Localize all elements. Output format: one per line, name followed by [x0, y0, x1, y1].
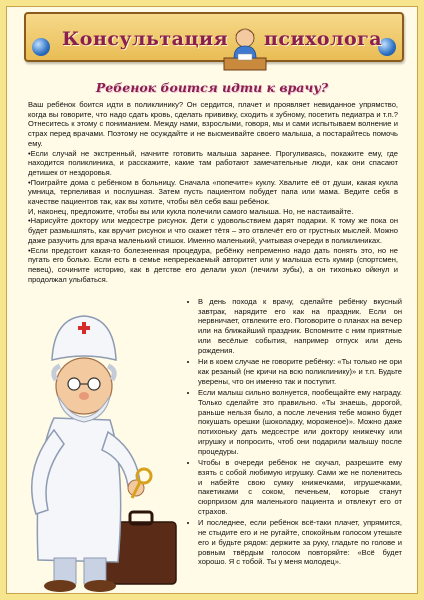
- list-item: • Ни в коем случае не говорите ребёнку: «Ты только не ори как резаный (не кричи на всю поликлинику)» и т.п. Будьте уверены, что он именно так и поступит.: [198, 357, 402, 386]
- doctor-illustration: [14, 300, 192, 594]
- list-item: • В день похода к врачу, сделайте ребёнку вкусный завтрак, нарядите его как на праздник. Если он нервничает, отвлеките его. Поговорите о планах на вечер или на ближайший праздник. Вспомните с ним приятные или весёлые события, например отпуск или день рождения.: [198, 297, 402, 355]
- page-subtitle: Ребенок боится идти к врачу?: [95, 80, 329, 95]
- intro-text: [28, 100, 398, 284]
- intro-paragraph: И, наконец, предложите, чтобы вы или кукла полечили самого малыша. Но, не настаивайте.: [28, 206, 354, 216]
- banner-title-word1: Консультация: [62, 28, 229, 50]
- psychologist-illustration: [222, 24, 268, 72]
- pin-icon: [32, 38, 50, 56]
- intro-paragraph: •Поиграйте дома с ребёнком в больницу. Сначала «попечите» куклу. Хвалите её от души, какая кукла умница, терпеливая и послушная. Затем пусть пациентом побудет папа или мама. Ведите себя в качестве пациентов так, как вы хотите, чтобы вёл себя ваш ребёнок.: [28, 177, 398, 207]
- list-item: • И последнее, если ребёнок всё-таки плачет, упрямится, не стыдите его и не ругайте, спокойным голосом утешьте его и будьте рядом: держите за руку, гладьте по голове и ровным твёрдым голосом повторяйте: «Всё будет хорошо. Я с тобой. Ты у меня молодец».: [198, 518, 402, 567]
- title-banner: [24, 12, 404, 62]
- list-item: • Чтобы в очереди ребёнок не скучал, разрешите ему взять с собой любимую игрушку. Сами же не поленитесь и набейте свою сумку книжечками, игрушечками, пакетиками с соком, печеньем, которые станут сюрпризом для маленького пациента и отвлекут его от страхов.: [198, 458, 402, 516]
- intro-paragraph: •Если случай не экстренный, начните готовить малыша заранее. Прогуливаясь, покажите ему, где находится поликлиника, и расскажите, какие там работают замечательные люди, как они спасают детишек от нездоровья.: [28, 148, 398, 177]
- tips-list: [188, 297, 402, 569]
- intro-paragraph: Ваш ребёнок боится идти в поликлинику? Он сердится, плачет и проявляет невиданное упрямство, когда вы говорите, что надо сдать кровь, сделать прививку, сходить к зубному, посетить педиатра и т.п.? Отнеситесь к этому с пониманием. Между нами, взрослыми, говоря, мы и сами испытываем волнение и страх перед врачами. Поэтому не осуждайте и не высмеивайте своего малыша, а постарайтесь помочь ему.: [28, 100, 398, 148]
- banner-title-word2: психолога: [264, 28, 383, 50]
- intro-paragraph: •Нарисуйте доктору или медсестре рисунок. Дети с удовольствием дарят подарки. К тому же пока он будет размышлять, как вручит рисунок и что скажет тётя – это отвлечёт его от грустных мыслей. Можно даже разучить для врача маленький стишок. Именно маленький, учитывая очереди в поликлиниках.: [28, 216, 398, 245]
- list-item: • Если малыш сильно волнуется, пообещайте ему награду. Только сделайте это правильно. «Ты знаешь, дорогой, раньше нельзя было, а после лечения тебе можно будет покушать орешки (шоколадку, мороженое)». Можно даже потихоньку дать медсестре или доктору книжечку или игрушку и попросить, чтоб они подарили малышу после процедуры.: [198, 388, 402, 456]
- intro-paragraph: •Если предстоит какая-то болезненная процедура, ребёнку непременно надо дать понять это, но не пугать его болью. Если есть в семье непререкаемый авторитет или у малыша есть кумир (спортсмен, певец), сочините историю, как в детстве его делали укол (лечили зубы), а он тихонько ойкнул и продолжал улыбаться.: [28, 245, 398, 284]
